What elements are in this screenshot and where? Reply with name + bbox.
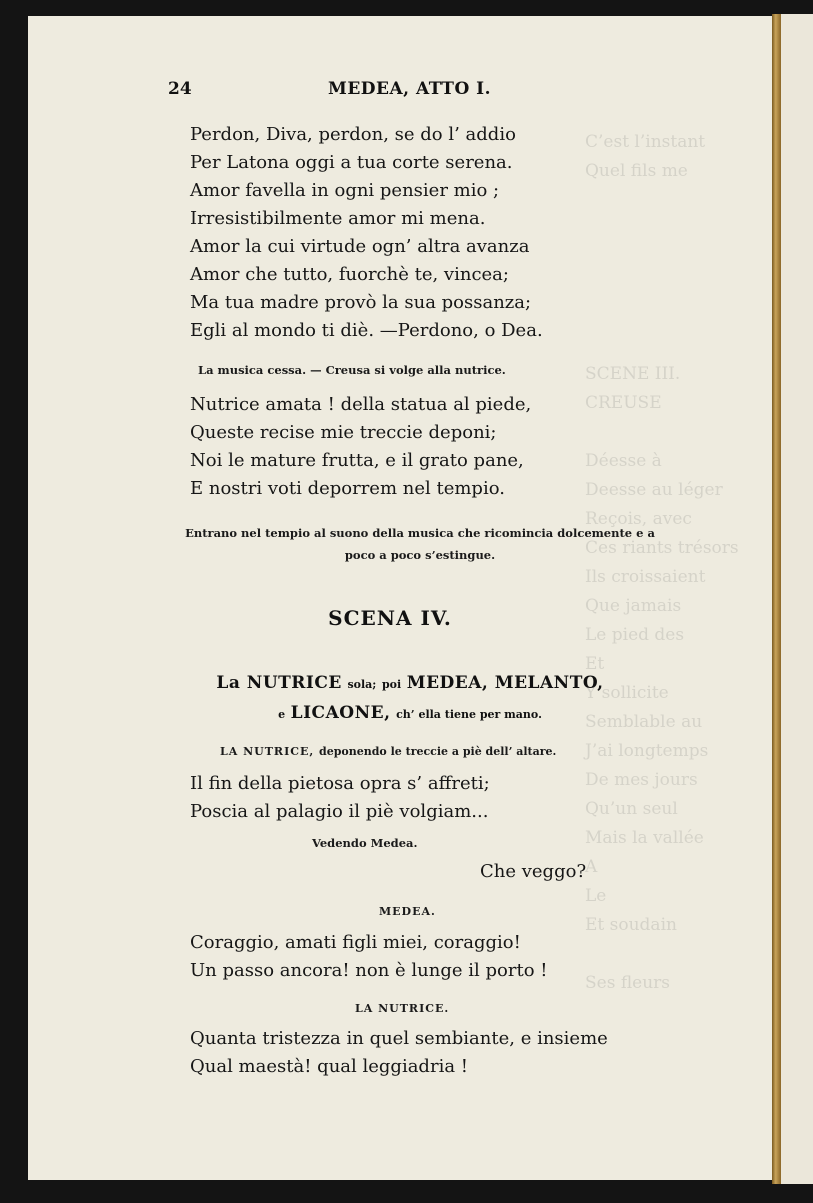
verse-speech-1 — [190, 770, 490, 826]
speaker-label — [220, 745, 556, 758]
verse-speech-2 — [190, 929, 548, 985]
verse-line: Un passo ancora! non è lunge il porto ! — [190, 960, 548, 981]
verse-line: Nutrice amata ! della statua al piede, — [190, 394, 532, 415]
stage-direction: Vedendo Medea. — [312, 836, 418, 850]
book-spine-edge — [772, 14, 781, 1184]
verse-stanza-1 — [190, 121, 543, 345]
verse-line: Queste recise mie treccie deponi; — [190, 422, 497, 443]
speaker-name: LA NUTRICE, — [220, 745, 315, 758]
verse-line: Quanta tristezza in quel sembiante, e insieme — [190, 1028, 608, 1049]
character-name: MEDEA, MELANTO, — [406, 673, 604, 693]
speaker-label: MEDEA. — [379, 905, 436, 918]
verse-speech-3 — [190, 1025, 608, 1081]
verse-line: Per Latona oggi a tua corte serena. — [190, 152, 513, 173]
speaker-label: LA NUTRICE. — [355, 1002, 450, 1015]
stage-direction-line: Entrano nel tempio al suono della musica che ricomincia dolcemente e a — [185, 526, 655, 540]
verse-line: Qual maestà! qual leggiadria ! — [190, 1056, 469, 1077]
verse-line: Che veggo? — [480, 861, 587, 882]
verse-line: Il fin della pietosa opra s’ affreti; — [190, 773, 490, 794]
verse-line: Poscia al palagio il piè volgiam... — [190, 801, 489, 822]
speaker-direction: deponendo le treccie a piè dell’ altare. — [319, 745, 557, 758]
character-note: sola; — [347, 678, 377, 691]
verse-stanza-2 — [190, 391, 531, 503]
stage-direction: La musica cessa. — Creusa si volge alla nutrice. — [198, 363, 506, 377]
character-name: LICAONE, — [290, 703, 391, 723]
verse-line: Amor che tutto, fuorchè te, vincea; — [190, 264, 509, 285]
verse-line: Perdon, Diva, perdon, se do l’ addio — [190, 124, 516, 145]
character-name: La NUTRICE — [216, 673, 342, 693]
facing-page-edge — [781, 14, 813, 1184]
verse-line: E nostri voti deporrem nel tempio. — [190, 478, 505, 499]
verse-line: Amor la cui virtude ogn’ altra avanza — [190, 236, 530, 257]
verse-line: Amor favella in ogni pensier mio ; — [190, 180, 500, 201]
stage-direction-block — [160, 522, 680, 566]
verse-line: Irresistibilmente amor mi mena. — [190, 208, 486, 229]
scene-title: SCENA IV. — [328, 606, 452, 630]
character-note: e — [278, 708, 286, 721]
character-list-line-1 — [160, 673, 660, 693]
running-header — [168, 79, 508, 103]
verse-line: Egli al mondo ti diè. —Perdono, o Dea. — [190, 320, 543, 341]
character-note: poi — [381, 678, 402, 691]
verse-line: Coraggio, amati figli miei, coraggio! — [190, 932, 521, 953]
character-note: ch’ ella tiene per mano. — [396, 708, 542, 721]
verse-line: Ma tua madre provò la sua possanza; — [190, 292, 532, 313]
verse-line: Noi le mature frutta, e il grato pane, — [190, 450, 524, 471]
running-title: MEDEA, ATTO I. — [328, 79, 492, 99]
stage-direction-line: poco a poco s’estingue. — [344, 548, 496, 562]
character-list-line-2 — [160, 703, 660, 723]
page-number: 24 — [168, 79, 192, 99]
